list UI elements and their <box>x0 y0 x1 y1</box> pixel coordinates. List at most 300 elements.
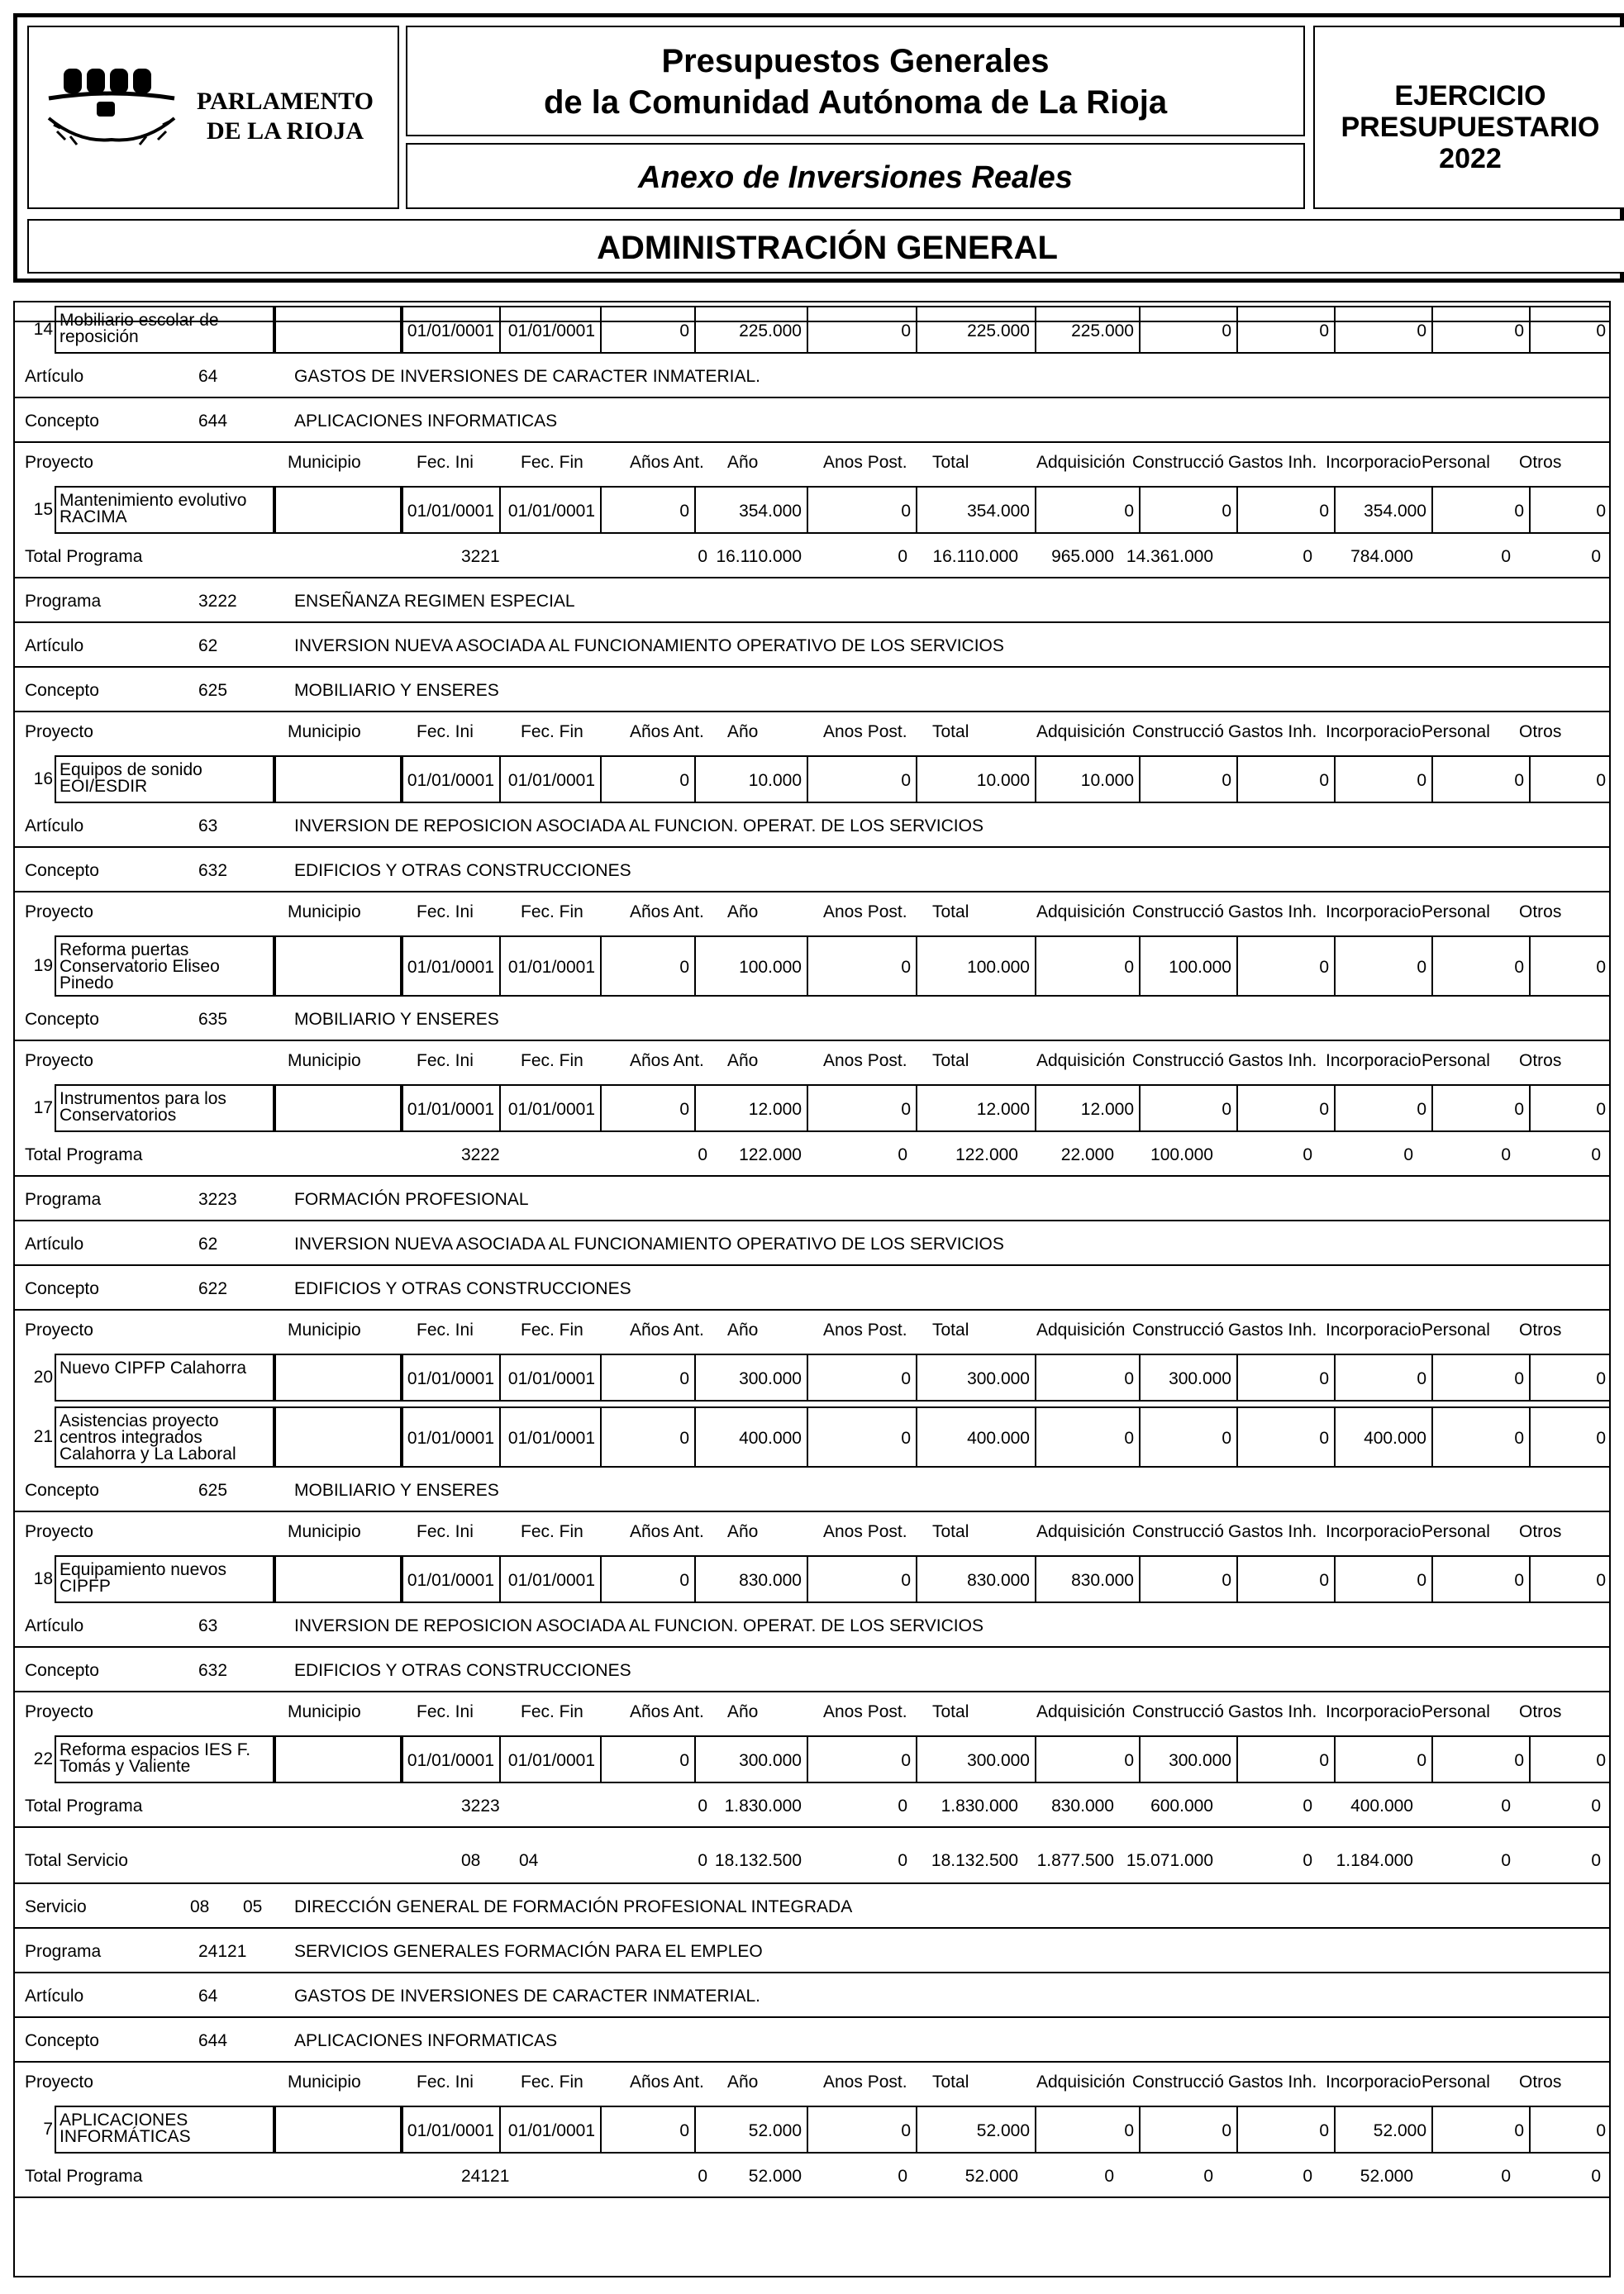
table-row <box>15 1084 1609 1132</box>
label-kind: Artículo <box>25 1616 84 1635</box>
project-name-line: Nuevo CIPFP Calahorra <box>60 1359 247 1378</box>
value-cell: 100.000 <box>694 935 808 997</box>
project-header-row <box>15 445 1609 483</box>
label-text: INVERSION NUEVA ASOCIADA AL FUNCIONAMIENTO OPERATIVO DE LOS SERVICIOS <box>294 1235 1004 1254</box>
value-cell: 0 <box>1236 306 1336 354</box>
value-cell: 01/01/0001 <box>402 486 501 534</box>
presupuestario-label: PRESUPUESTARIO <box>1341 112 1600 143</box>
value-cell: 0 <box>600 486 696 534</box>
column-header: Incorporacio <box>1326 1051 1422 1070</box>
value-cell: 0 <box>1431 1354 1531 1402</box>
label-code: 62 <box>198 1235 218 1254</box>
label-subcode: 05 <box>243 1897 263 1916</box>
value-cell: 0 <box>600 935 696 997</box>
label-code: 644 <box>198 2031 228 2050</box>
project-id: 20 <box>33 1368 53 1387</box>
label-code: 63 <box>198 816 218 835</box>
value-cell: 300.000 <box>1139 1354 1238 1402</box>
total-value: 0 <box>898 1145 907 1164</box>
project-id: 15 <box>33 500 53 519</box>
column-header: Gastos Inh. <box>1228 1051 1317 1070</box>
column-header: Adquisición <box>1036 1321 1126 1340</box>
label-code: 622 <box>198 1279 228 1298</box>
project-name-line: RACIMA <box>60 507 127 526</box>
total-value: 0 <box>698 547 707 566</box>
value-cell: 0 <box>1035 1354 1141 1402</box>
column-header: Fec. Fin <box>521 1321 583 1340</box>
value-cell: 0 <box>1529 755 1611 803</box>
value-cell: 0 <box>1139 1555 1238 1603</box>
column-header: Proyecto <box>25 2073 93 2092</box>
value-cell: 0 <box>807 1084 917 1132</box>
column-header: Fec. Ini <box>417 453 474 472</box>
total-value: 0 <box>1104 2167 1114 2186</box>
total-value: 1.830.000 <box>941 1797 1018 1816</box>
column-header: Total <box>932 902 969 921</box>
total-value: 0 <box>1501 1851 1511 1870</box>
column-header: Adquisición <box>1036 1051 1126 1070</box>
project-name-line: Instrumentos para los <box>60 1089 226 1108</box>
value-cell: 10.000 <box>1035 755 1141 803</box>
value-cell: 01/01/0001 <box>499 306 602 354</box>
column-header: Incorporacio <box>1326 902 1422 921</box>
value-cell: 01/01/0001 <box>402 1354 501 1402</box>
label-kind: Programa <box>25 1190 102 1209</box>
column-header: Adquisición <box>1036 2073 1126 2092</box>
column-header: Proyecto <box>25 1702 93 1721</box>
project-name <box>55 1555 274 1603</box>
column-header: Gastos Inh. <box>1228 722 1317 741</box>
column-header: Año <box>727 1051 759 1070</box>
label-code: 3223 <box>198 1190 237 1209</box>
total-value: 0 <box>698 1851 707 1870</box>
value-cell: 100.000 <box>916 935 1036 997</box>
label-text: GASTOS DE INVERSIONES DE CARACTER INMATERIAL. <box>294 1987 760 2006</box>
column-header: Otros <box>1519 2073 1562 2092</box>
value-cell: 0 <box>1529 1084 1611 1132</box>
project-name-line: Equipos de sonido <box>60 760 202 779</box>
total-value: 14.361.000 <box>1126 547 1213 566</box>
value-cell: 0 <box>1431 1406 1531 1468</box>
total-code: 08 <box>461 1851 481 1870</box>
value-cell: 0 <box>1529 1735 1611 1783</box>
value-cell: 0 <box>1236 1555 1336 1603</box>
label-kind: Servicio <box>25 1897 87 1916</box>
value-cell: 0 <box>1334 1084 1433 1132</box>
project-name-line: centros integrados <box>60 1428 202 1447</box>
column-header: Fec. Fin <box>521 453 583 472</box>
project-name-line: Equipamiento nuevos <box>60 1560 226 1579</box>
project-name-line: Mobiliario escolar de <box>60 311 219 330</box>
label-kind: Concepto <box>25 1010 99 1029</box>
label-text: INVERSION NUEVA ASOCIADA AL FUNCIONAMIENTO OPERATIVO DE LOS SERVICIOS <box>294 636 1004 655</box>
total-value: 15.071.000 <box>1126 1851 1213 1870</box>
section-label-row <box>15 669 1609 712</box>
project-name <box>55 1406 274 1468</box>
value-cell: 0 <box>600 306 696 354</box>
parliament-name <box>186 87 384 146</box>
total-subcode: 04 <box>519 1851 539 1870</box>
column-header: Fec. Fin <box>521 1702 583 1721</box>
total-value: 0 <box>898 2167 907 2186</box>
value-cell: 0 <box>600 1406 696 1468</box>
value-cell: 0 <box>1431 1555 1531 1603</box>
column-header: Fec. Ini <box>417 2073 474 2092</box>
column-header: Anos Post. <box>823 1522 907 1541</box>
section-label-row <box>15 998 1609 1041</box>
label-kind: Concepto <box>25 412 99 431</box>
column-header: Gastos Inh. <box>1228 1321 1317 1340</box>
logo-line2: DE LA RIOJA <box>206 117 364 145</box>
section-label-row <box>15 400 1609 443</box>
label-kind: Artículo <box>25 636 84 655</box>
label-kind: Artículo <box>25 816 84 835</box>
column-header: Fec. Fin <box>521 1522 583 1541</box>
project-name <box>55 1354 274 1402</box>
column-header: Construcció <box>1132 1051 1224 1070</box>
project-name <box>55 935 274 997</box>
value-cell: 0 <box>1431 755 1531 803</box>
value-cell: 0 <box>1236 1084 1336 1132</box>
label-code: 3222 <box>198 592 237 611</box>
total-value: 0 <box>698 1797 707 1816</box>
value-cell: 0 <box>1035 1735 1141 1783</box>
value-cell: 10.000 <box>916 755 1036 803</box>
project-name-line: INFORMÁTICAS <box>60 2127 191 2146</box>
total-value: 0 <box>1501 2167 1511 2186</box>
project-name <box>55 486 274 534</box>
logo-line1: PARLAMENTO <box>197 88 374 115</box>
total-value: 122.000 <box>955 1145 1018 1164</box>
project-id: 17 <box>33 1098 53 1117</box>
column-header: Fec. Ini <box>417 1522 474 1541</box>
column-header: Municipio <box>288 2073 361 2092</box>
total-value: 0 <box>1403 1145 1413 1164</box>
column-header: Proyecto <box>25 1321 93 1340</box>
section-label-row <box>15 1178 1609 1221</box>
value-cell: 0 <box>1431 306 1531 354</box>
column-header: Fec. Fin <box>521 1051 583 1070</box>
section-label-row <box>15 625 1609 668</box>
section-label-row <box>15 355 1609 398</box>
total-value: 122.000 <box>739 1145 802 1164</box>
column-header: Personal <box>1422 2073 1490 2092</box>
column-header: Fec. Ini <box>417 1051 474 1070</box>
document-header <box>13 13 1624 283</box>
label-kind: Concepto <box>25 1481 99 1500</box>
value-cell: 0 <box>1334 306 1433 354</box>
parliament-logo-box <box>27 26 399 209</box>
municipio-cell <box>274 1354 402 1402</box>
column-header: Adquisición <box>1036 902 1126 921</box>
municipio-cell <box>274 755 402 803</box>
column-header: Años Ant. <box>630 1522 704 1541</box>
label-text: MOBILIARIO Y ENSERES <box>294 1481 499 1500</box>
value-cell: 0 <box>1529 1555 1611 1603</box>
total-value: 0 <box>1501 1145 1511 1164</box>
total-value: 0 <box>1303 1145 1312 1164</box>
project-name-line: reposición <box>60 327 139 346</box>
section-label-row <box>15 1975 1609 2018</box>
value-cell: 830.000 <box>1035 1555 1141 1603</box>
value-cell: 400.000 <box>916 1406 1036 1468</box>
annex-title: Anexo de Inversiones Reales <box>406 143 1305 209</box>
value-cell: 01/01/0001 <box>402 935 501 997</box>
label-text: APLICACIONES INFORMATICAS <box>294 2031 558 2050</box>
section-label-row <box>15 850 1609 892</box>
value-cell: 0 <box>1334 1354 1433 1402</box>
value-cell: 01/01/0001 <box>402 1735 501 1783</box>
project-name <box>55 1084 274 1132</box>
value-cell: 300.000 <box>916 1354 1036 1402</box>
total-value: 16.110.000 <box>716 547 802 566</box>
column-header: Gastos Inh. <box>1228 2073 1317 2092</box>
value-cell: 0 <box>600 755 696 803</box>
total-value: 0 <box>898 1797 907 1816</box>
value-cell: 300.000 <box>694 1354 808 1402</box>
total-value: 1.184.000 <box>1336 1851 1413 1870</box>
label-text: EDIFICIOS Y OTRAS CONSTRUCCIONES <box>294 1279 631 1298</box>
label-kind: Concepto <box>25 2031 99 2050</box>
value-cell: 225.000 <box>1035 306 1141 354</box>
project-name <box>55 2106 274 2154</box>
section-label-row <box>15 2020 1609 2063</box>
column-header: Adquisición <box>1036 722 1126 741</box>
total-label: Total Programa <box>25 1145 143 1164</box>
project-header-row <box>15 1514 1609 1552</box>
column-header: Personal <box>1422 722 1490 741</box>
value-cell: 0 <box>1139 1406 1238 1468</box>
total-row <box>15 1134 1609 1177</box>
project-name-line: EOI/ESDIR <box>60 777 148 796</box>
column-header: Otros <box>1519 1321 1562 1340</box>
value-cell: 354.000 <box>1334 486 1433 534</box>
column-header: Otros <box>1519 453 1562 472</box>
column-header: Fec. Ini <box>417 722 474 741</box>
label-text: MOBILIARIO Y ENSERES <box>294 1010 499 1029</box>
value-cell: 830.000 <box>916 1555 1036 1603</box>
column-header: Municipio <box>288 1051 361 1070</box>
label-code: 625 <box>198 1481 228 1500</box>
municipio-cell <box>274 1555 402 1603</box>
value-cell: 0 <box>807 486 917 534</box>
column-header: Otros <box>1519 1702 1562 1721</box>
column-header: Fec. Ini <box>417 1321 474 1340</box>
column-header: Incorporacio <box>1326 1702 1422 1721</box>
value-cell: 0 <box>1236 486 1336 534</box>
value-cell: 225.000 <box>916 306 1036 354</box>
column-header: Años Ant. <box>630 2073 704 2092</box>
value-cell: 0 <box>600 1735 696 1783</box>
column-header: Personal <box>1422 1522 1490 1541</box>
column-header: Municipio <box>288 1522 361 1541</box>
project-name <box>55 755 274 803</box>
label-kind: Programa <box>25 592 102 611</box>
column-header: Personal <box>1422 1051 1490 1070</box>
total-value: 0 <box>1303 1797 1312 1816</box>
column-header: Año <box>727 722 759 741</box>
value-cell: 01/01/0001 <box>402 306 501 354</box>
column-header: Proyecto <box>25 722 93 741</box>
project-id: 22 <box>33 1749 53 1768</box>
value-cell: 0 <box>1035 935 1141 997</box>
value-cell: 01/01/0001 <box>402 1406 501 1468</box>
column-header: Año <box>727 453 759 472</box>
total-value: 0 <box>1501 1797 1511 1816</box>
total-row <box>15 2155 1609 2198</box>
column-header: Proyecto <box>25 453 93 472</box>
project-id: 14 <box>33 320 53 339</box>
label-code: 08 <box>190 1897 210 1916</box>
total-value: 52.000 <box>964 2167 1018 2186</box>
value-cell: 10.000 <box>694 755 808 803</box>
total-code: 24121 <box>461 2167 510 2186</box>
label-text: MOBILIARIO Y ENSERES <box>294 681 499 700</box>
column-header: Incorporacio <box>1326 1522 1422 1541</box>
total-value: 784.000 <box>1350 547 1413 566</box>
column-header: Total <box>932 1321 969 1340</box>
column-header: Incorporacio <box>1326 453 1422 472</box>
column-header: Construcció <box>1132 2073 1224 2092</box>
value-cell: 12.000 <box>916 1084 1036 1132</box>
column-header: Total <box>932 1522 969 1541</box>
municipio-cell <box>274 2106 402 2154</box>
label-kind: Artículo <box>25 1987 84 2006</box>
label-code: 635 <box>198 1010 228 1029</box>
parliament-emblem-icon <box>45 60 178 168</box>
value-cell: 0 <box>807 2106 917 2154</box>
value-cell: 0 <box>1035 1406 1141 1468</box>
value-cell: 0 <box>1529 935 1611 997</box>
value-cell: 0 <box>807 306 917 354</box>
total-value: 0 <box>1591 1851 1601 1870</box>
column-header: Anos Post. <box>823 722 907 741</box>
value-cell: 354.000 <box>694 486 808 534</box>
fiscal-year-box <box>1313 26 1624 209</box>
value-cell: 400.000 <box>694 1406 808 1468</box>
total-value: 0 <box>1203 2167 1213 2186</box>
value-cell: 01/01/0001 <box>499 935 602 997</box>
label-text: GASTOS DE INVERSIONES DE CARACTER INMATERIAL. <box>294 367 760 386</box>
total-value: 0 <box>898 547 907 566</box>
total-value: 0 <box>1591 2167 1601 2186</box>
value-cell: 0 <box>1431 1735 1531 1783</box>
value-cell: 354.000 <box>916 486 1036 534</box>
value-cell: 0 <box>807 1735 917 1783</box>
value-cell: 0 <box>1334 935 1433 997</box>
column-header: Fec. Fin <box>521 722 583 741</box>
value-cell: 0 <box>1236 935 1336 997</box>
label-kind: Concepto <box>25 1661 99 1680</box>
label-kind: Concepto <box>25 1279 99 1298</box>
column-header: Otros <box>1519 1522 1562 1541</box>
value-cell: 12.000 <box>694 1084 808 1132</box>
total-value: 22.000 <box>1060 1145 1114 1164</box>
value-cell: 01/01/0001 <box>402 755 501 803</box>
table-row <box>15 935 1609 997</box>
column-header: Otros <box>1519 1051 1562 1070</box>
value-cell: 01/01/0001 <box>402 2106 501 2154</box>
value-cell: 01/01/0001 <box>402 1555 501 1603</box>
column-header: Proyecto <box>25 1051 93 1070</box>
project-name-line: APLICACIONES <box>60 2111 188 2130</box>
project-name <box>55 1735 274 1783</box>
column-header: Personal <box>1422 1321 1490 1340</box>
value-cell: 01/01/0001 <box>499 1406 602 1468</box>
total-row <box>15 1830 1609 1884</box>
label-code: 632 <box>198 861 228 880</box>
total-label: Total Servicio <box>25 1851 128 1870</box>
title-line2: de la Comunidad Autónoma de La Rioja <box>543 84 1168 121</box>
column-header: Personal <box>1422 902 1490 921</box>
label-text: INVERSION DE REPOSICION ASOCIADA AL FUNCION. OPERAT. DE LOS SERVICIOS <box>294 816 983 835</box>
value-cell: 01/01/0001 <box>499 1354 602 1402</box>
column-header: Gastos Inh. <box>1228 1702 1317 1721</box>
section-label-row <box>15 1469 1609 1512</box>
municipio-cell <box>274 935 402 997</box>
column-header: Gastos Inh. <box>1228 902 1317 921</box>
value-cell: 0 <box>807 935 917 997</box>
column-header: Total <box>932 1051 969 1070</box>
total-value: 18.132.500 <box>931 1851 1018 1870</box>
title-line1: Presupuestos Generales <box>661 43 1050 79</box>
value-cell: 0 <box>1334 1555 1433 1603</box>
column-header: Municipio <box>288 1702 361 1721</box>
column-header: Años Ant. <box>630 902 704 921</box>
value-cell: 0 <box>1236 1735 1336 1783</box>
total-code: 3221 <box>461 547 500 566</box>
total-value: 0 <box>698 2167 707 2186</box>
total-value: 0 <box>898 1851 907 1870</box>
column-header: Anos Post. <box>823 1051 907 1070</box>
column-header: Municipio <box>288 902 361 921</box>
column-header: Total <box>932 722 969 741</box>
value-cell: 0 <box>600 1084 696 1132</box>
municipio-cell <box>274 306 402 354</box>
column-header: Año <box>727 1321 759 1340</box>
project-id: 16 <box>33 769 53 788</box>
value-cell: 0 <box>1529 306 1611 354</box>
table-row <box>15 1406 1609 1468</box>
value-cell: 0 <box>1035 2106 1141 2154</box>
value-cell: 0 <box>1529 486 1611 534</box>
column-header: Año <box>727 2073 759 2092</box>
project-name-line: Conservatorios <box>60 1106 177 1125</box>
label-code: 62 <box>198 636 218 655</box>
project-name-line: Conservatorio Eliseo <box>60 957 220 976</box>
section-label-row <box>15 1605 1609 1648</box>
column-header: Año <box>727 902 759 921</box>
project-header-row <box>15 1694 1609 1732</box>
total-value: 0 <box>1501 547 1511 566</box>
total-value: 0 <box>1303 2167 1312 2186</box>
column-header: Años Ant. <box>630 453 704 472</box>
value-cell: 0 <box>807 1555 917 1603</box>
section-label-row <box>15 1886 1609 1929</box>
value-cell: 01/01/0001 <box>499 755 602 803</box>
value-cell: 100.000 <box>1139 935 1238 997</box>
total-value: 16.110.000 <box>932 547 1018 566</box>
column-header: Otros <box>1519 902 1562 921</box>
label-code: 644 <box>198 412 228 431</box>
column-header: Otros <box>1519 722 1562 741</box>
total-row <box>15 535 1609 578</box>
total-value: 1.830.000 <box>724 1797 802 1816</box>
budget-title-box <box>406 26 1305 136</box>
column-header: Total <box>932 2073 969 2092</box>
column-header: Incorporacio <box>1326 1321 1422 1340</box>
label-text: FORMACIÓN PROFESIONAL <box>294 1190 529 1209</box>
